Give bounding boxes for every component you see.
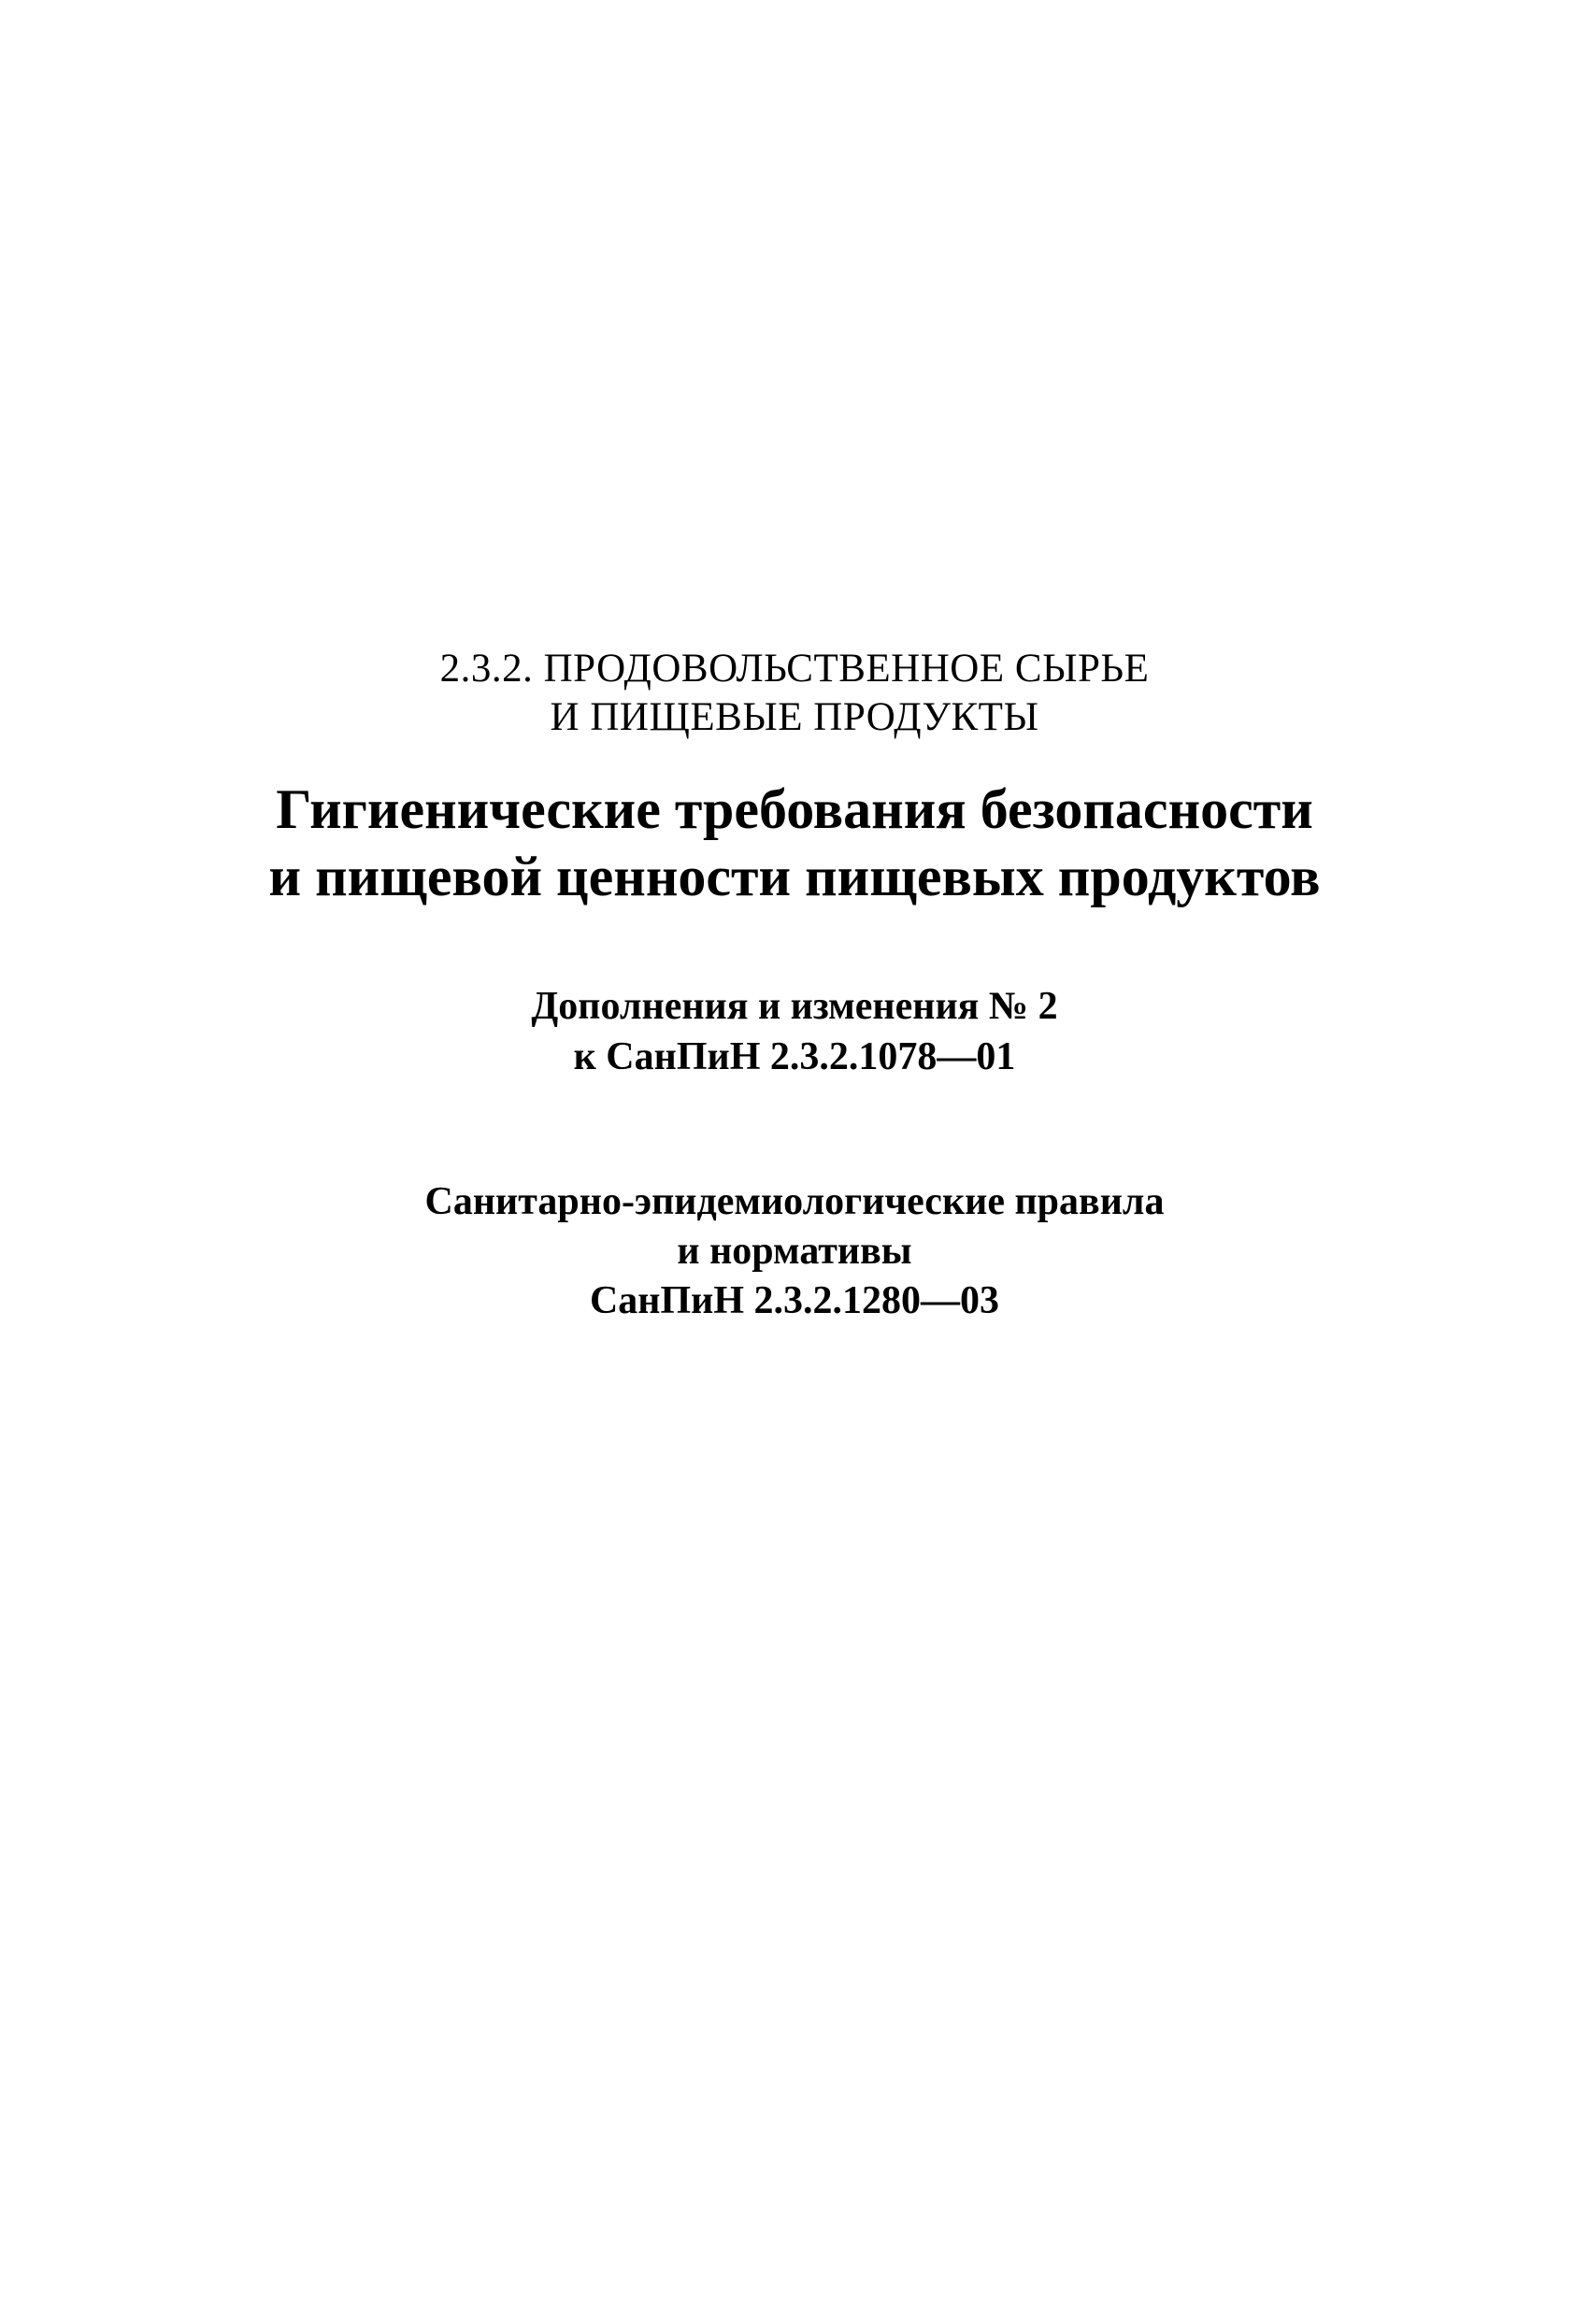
rules-designation <box>234 1177 1355 1326</box>
document-title-line-1: Гигиенические требования безопасности <box>276 778 1313 840</box>
document-title-line-2: и пищевой ценности пищевых продуктов <box>268 846 1321 907</box>
rules-designation-line-3: СанПиН 2.3.2.1280—03 <box>589 1279 1000 1322</box>
amendment-heading-line-2: к СанПиН 2.3.2.1078—01 <box>573 1035 1016 1078</box>
section-heading-line-2: И ПИЩЕВЫЕ ПРОДУКТЫ <box>550 695 1039 739</box>
document-title <box>234 776 1355 910</box>
section-heading-line-1: 2.3.2. ПРОДОВОЛЬСТВЕННОЕ СЫРЬЕ <box>439 647 1150 691</box>
section-heading <box>234 645 1355 742</box>
amendment-heading-line-1: Дополнения и изменения № 2 <box>531 985 1058 1028</box>
amendment-heading <box>234 981 1355 1082</box>
rules-designation-line-1: Санитарно-эпидемиологические правила <box>424 1180 1165 1223</box>
rules-designation-line-2: и нормативы <box>677 1230 912 1273</box>
